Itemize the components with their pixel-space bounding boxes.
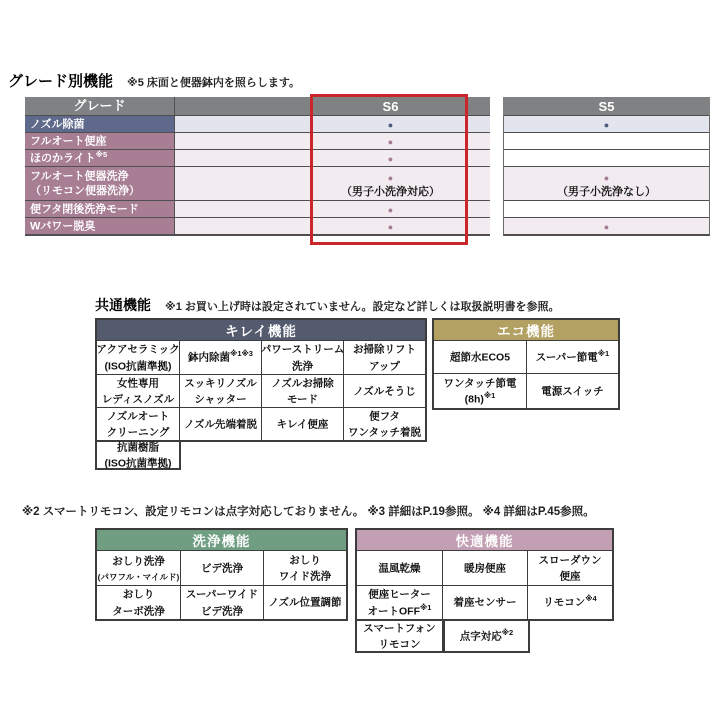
footnotes: ※2 スマートリモコン、設定リモコンは点字対応しておりません。 ※3 詳細はP.19参照。 ※4 詳細はP.45参照。 [22,506,595,518]
feature-cell: スマートフォン リモコン [355,621,444,653]
grade-corner-header: グレード [25,97,175,115]
feature-cell: ビデ洗浄 [180,551,263,585]
feature-cell: 電源スイッチ [526,373,618,408]
grade-section-heading [8,70,300,91]
grade-col-s6: S6 [382,98,399,114]
s5-value-cell [504,200,709,217]
feature-cell: 着座センサー [442,585,527,619]
s5-value-cell [504,132,709,149]
feature-dot: ● [387,205,394,216]
comfort-features-table [355,528,614,621]
grade-row [25,200,490,217]
s6-value-cell [313,201,468,217]
grade-row [25,115,490,132]
feature-dot: ● [387,172,394,183]
clean-features-table [95,318,427,442]
grade-section-note: ※5 床面と便器鉢内を照らします。 [127,77,301,89]
s5-value-cell [504,115,709,132]
feature-cell: ノズルお掃除 モード [261,374,343,407]
feature-cell: ノズル位置調節 [263,585,346,619]
grade-row-label: フルオート便器洗浄 （リモコン便器洗浄） [25,167,175,200]
common-section-heading [95,295,560,315]
feature-cell: 温風乾燥 [378,562,421,575]
feature-table-title: 洗浄機能 [97,530,346,551]
feature-dot: ● [603,172,610,183]
feature-cell: おしり ターボ洗浄 [97,585,180,619]
s5-value-cell [504,166,709,200]
feature-dot: ● [387,222,394,233]
grade-row-label: 便フタ閉後洗浄モード [25,201,175,217]
feature-cell: スローダウン 便座 [527,551,612,585]
grade-section-title: グレード別機能 [8,73,114,90]
clean-features-hang-row [95,442,181,470]
feature-table-title: 快適機能 [357,530,612,551]
grade-row-label: フルオート便座 [25,133,175,149]
s6-value-cell [313,133,468,149]
feature-dot: ● [387,137,394,148]
s5-note: （男子小洗浄なし） [557,186,656,199]
feature-table-title: キレイ機能 [97,320,425,341]
feature-dot: ● [603,222,610,233]
eco-features-table [432,318,620,410]
s6-value-cell [313,150,468,166]
feature-cell: おしり ワイド洗浄 [263,551,346,585]
grade-table-header-row [25,97,490,115]
s6-note: （男子小洗浄対応） [341,186,440,199]
s6-value-cell [313,218,468,234]
feature-cell: ワンタッチ節電 $(8h)^{※1}$ [434,373,526,408]
feature-cell: キレイ便座 [261,407,343,440]
grade-row-label: ほのかライト$^{※5}$ [25,150,175,166]
wash-features-table [95,528,348,621]
feature-cell: お掃除リフト アップ [343,341,425,374]
grade-col-s5: S5 [503,97,710,115]
grade-row [25,149,490,166]
feature-cell: ノズルそうじ [343,374,425,407]
feature-cell: ノズル先端着脱 [179,407,261,440]
feature-cell: アクアセラミック (ISO抗菌準拠) [96,343,180,372]
s5-value-cell [504,149,709,166]
grade-row-label: Wパワー脱臭 [25,218,175,234]
s5-table [503,97,710,236]
s6-value-cell [313,167,468,200]
feature-cell: 抗菌樹脂 (ISO抗菌準拠) [95,442,181,470]
feature-dot: ● [603,120,610,131]
feature-dot: ● [387,154,394,165]
feature-cell: 点字対応$^{※2}$ [444,621,530,653]
s5-value-cell [504,217,709,234]
feature-cell: リモコン$^{※4}$ [527,585,612,619]
grade-row [25,132,490,149]
grade-row [25,166,490,200]
feature-cell: パワーストリーム 洗浄 [261,341,343,374]
feature-cell: ノズルオート クリーニング [97,407,179,440]
common-section-title: 共通機能 [95,297,151,313]
feature-cell: スーパー節電$^{※1}$ [526,341,618,373]
feature-dot: ● [387,120,394,131]
s6-value-cell [313,116,468,132]
feature-cell: 便座ヒーター オートOFF$^{※1}$ [357,585,442,619]
feature-cell: 暖房便座 [442,551,527,585]
feature-cell: 便フタ ワンタッチ着脱 [343,407,425,440]
feature-cell: スーパーワイド ビデ洗浄 [180,585,263,619]
feature-table-title: エコ機能 [434,320,618,341]
feature-cell: 超節水ECO5 [449,351,511,364]
comfort-features-hang-row [355,621,530,653]
grade-table [25,97,490,236]
feature-cell: スッキリノズル シャッター [179,374,261,407]
common-section-note: ※1 お買い上げ時は設定されていません。設定など詳しくは取扱説明書を参照。 [165,301,560,313]
feature-cell: 女性専用 レディスノズル [97,374,179,407]
grade-row-label: ノズル除菌 [25,116,175,132]
feature-cell: おしり洗浄 (パワフル・マイルド) [97,555,180,582]
grade-row [25,217,490,234]
feature-cell: 鉢内除菌$^{※1※3}$ [179,341,261,374]
